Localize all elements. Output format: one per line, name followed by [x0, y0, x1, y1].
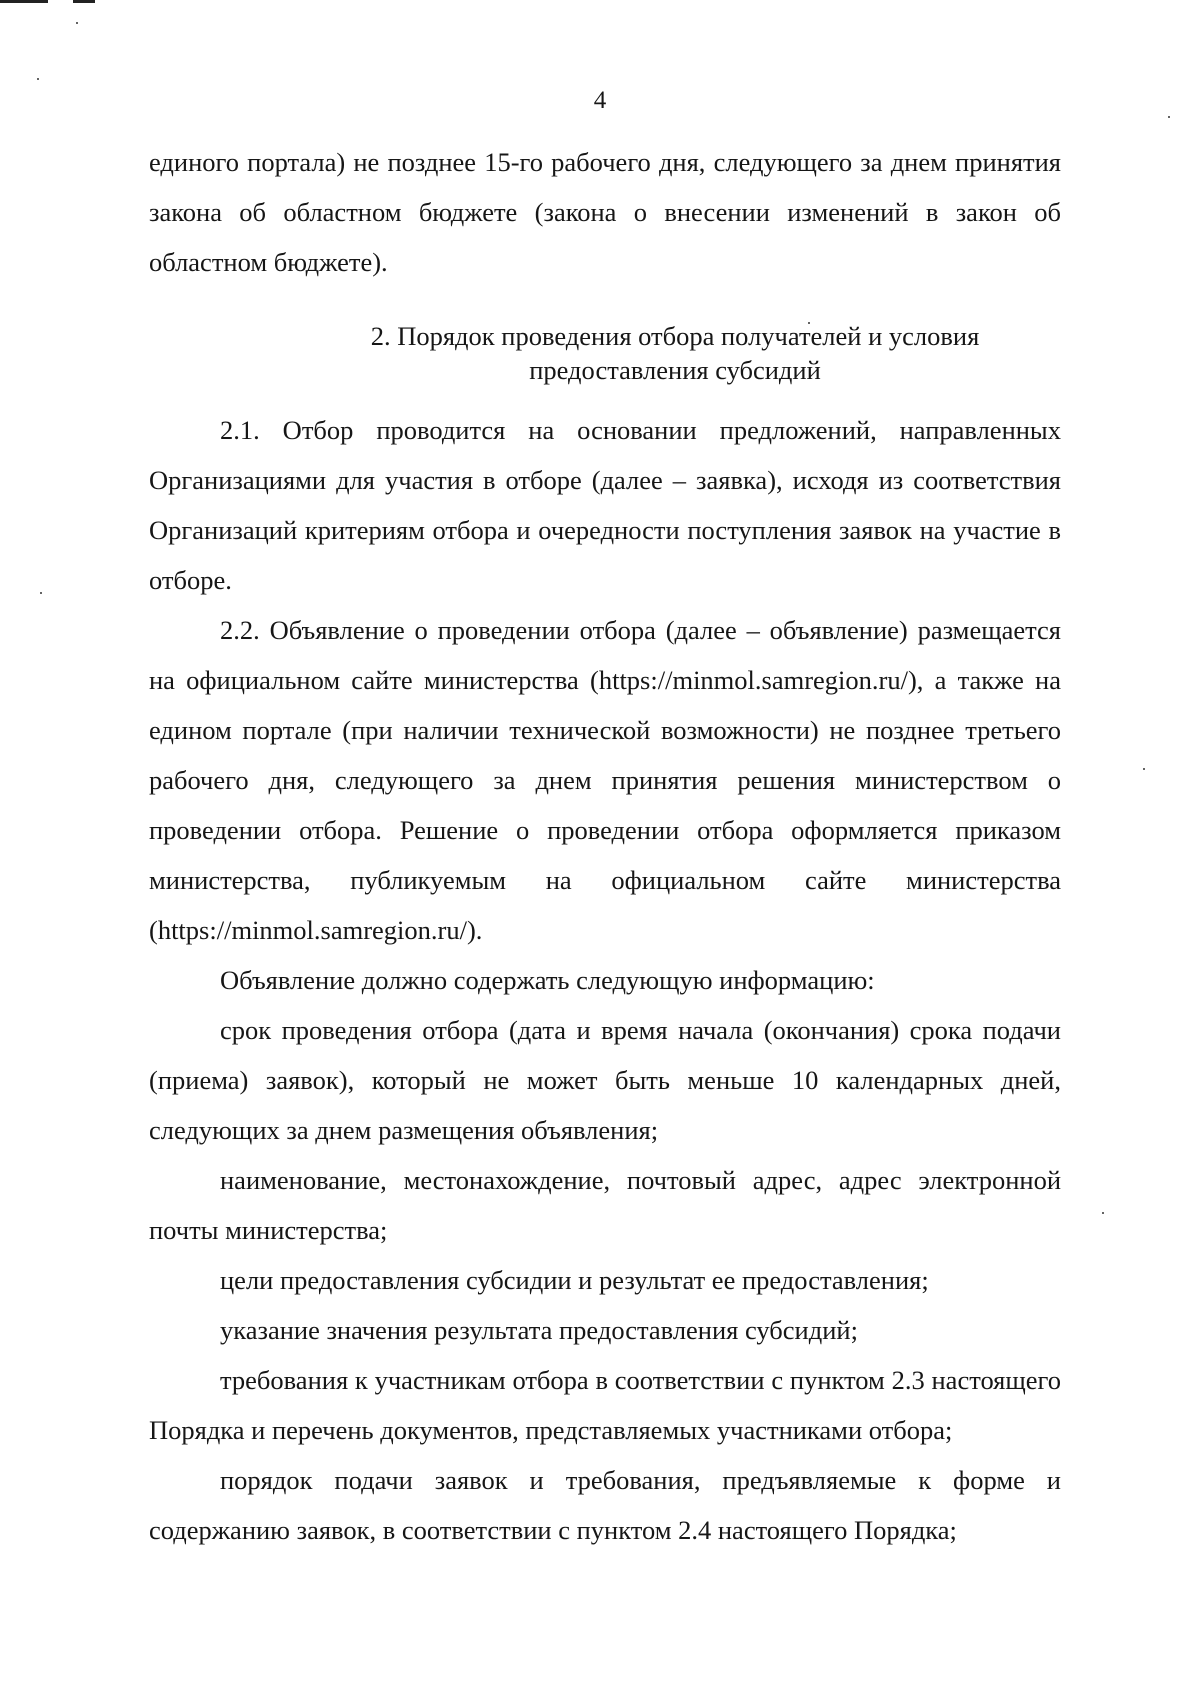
scan-artifact	[1143, 768, 1145, 770]
paragraph-ministry-details: наименование, местонахождение, почтовый адрес, адрес электронной почты министерства;	[149, 1165, 1061, 1245]
paragraph-goals: цели предоставления субсидии и результат ее предоставления;	[220, 1265, 929, 1295]
paragraph-continuation: единого портала) не позднее 15-го рабочего дня, следующего за днем принятия закона об областном бюджете (закона о внесении изменений в закон об областном бюджете).	[149, 147, 1061, 277]
section-heading	[149, 319, 1061, 387]
paragraph-result-value: указание значения результата предоставления субсидий;	[220, 1315, 858, 1345]
scan-artifact	[1168, 116, 1170, 118]
section-heading-line-2: предоставления субсидий	[529, 355, 821, 385]
document-body	[149, 137, 1061, 1555]
scan-artifact	[40, 592, 42, 594]
paragraph-deadline: срок проведения отбора (дата и время начала (окончания) срока подачи (приема) заявок), который не может быть меньше 10 календарных дней, следующих за днем размещения объявления;	[149, 1015, 1061, 1145]
scan-artifact	[0, 0, 48, 3]
scan-artifact	[76, 22, 78, 24]
paragraph-application-procedure: порядок подачи заявок и требования, предъявляемые к форме и содержанию заявок, в соответствии с пунктом 2.4 настоящего Порядка;	[149, 1465, 1061, 1545]
section-heading-line-1: 2. Порядок проведения отбора получателей и условия	[370, 321, 980, 351]
page-number: 4	[593, 87, 607, 114]
paragraph-2-2: 2.2. Объявление о проведении отбора (далее – объявление) размещается на официальном сайте министерства (https://minmol.samregion.ru/), а также на едином портале (при наличии технической возможности) не позднее третьего рабочего дня, следующего за днем принятия решения министерством о проведении отбора. Решение о проведении отбора оформляется приказом министерства, публикуемым на официальном сайте министерства (https://minmol.samregion.ru/).	[149, 615, 1061, 945]
paragraph-participant-requirements: требования к участникам отбора в соответствии с пунктом 2.3 настоящего Порядка и перечень документов, представляемых участниками отбора;	[149, 1365, 1061, 1445]
paragraph-announcement-intro: Объявление должно содержать следующую информацию:	[220, 965, 875, 995]
scan-artifact	[73, 0, 95, 3]
paragraph-2-1: 2.1. Отбор проводится на основании предложений, направленных Организациями для участия в отборе (далее – заявка), исходя из соответствия Организаций критериям отбора и очередности поступления заявок на участие в отборе.	[149, 415, 1061, 595]
scan-artifact	[1102, 1212, 1104, 1214]
scan-artifact	[37, 78, 39, 80]
